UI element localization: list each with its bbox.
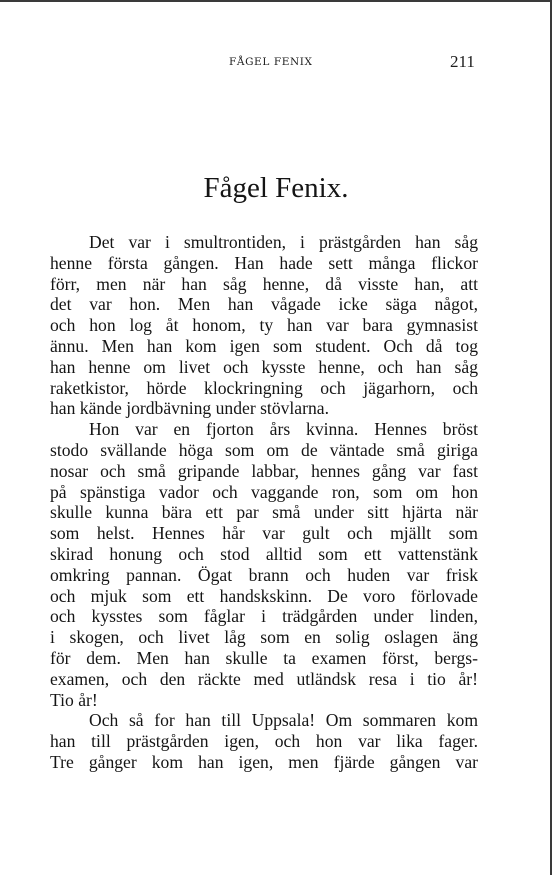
running-header-title: FÅGEL FENIX xyxy=(229,56,313,68)
text-line: Hon var en fjorton års kvinna. Hennes bröst xyxy=(89,419,478,440)
text-line: för dem. Men han skulle ta examen först, bergs- xyxy=(50,647,478,668)
text-line: Tio år! xyxy=(50,689,98,710)
text-line: omkring pannan. Ögat brann och huden var frisk xyxy=(50,564,478,585)
text-line: henne första gången. Han hade sett många flickor xyxy=(50,252,478,273)
text-line: i skogen, och livet låg som en solig oslagen äng xyxy=(50,627,478,648)
page-top-edge xyxy=(0,0,552,2)
text-line: skirad honung och stod alltid som ett vattenstänk xyxy=(50,543,478,564)
text-line: Det var i smultrontiden, i prästgården han såg xyxy=(89,232,478,252)
chapter-title: Fågel Fenix. xyxy=(203,172,349,204)
body-text xyxy=(50,232,478,773)
text-line: examen, och den räckte med utländsk resa i tio år! xyxy=(50,668,478,689)
text-line: han henne om livet och kysste henne, och han såg xyxy=(50,356,478,377)
text-line: stodo svällande höga som om de väntade små giriga xyxy=(50,439,478,460)
text-line: Tre gånger kom han igen, men fjärde gången var xyxy=(50,751,478,772)
text-line: han till prästgården igen, och hon var lika fager. xyxy=(50,731,478,752)
text-line: han kände jordbävning under stövlarna. xyxy=(50,398,329,419)
text-line: det var hon. Men han vågade icke säga något, xyxy=(50,294,478,315)
text-line: och mjuk som ett handskskinn. De voro förlovade xyxy=(50,585,478,606)
text-line: Och så for han till Uppsala! Om sommaren kom xyxy=(89,710,478,731)
text-line: och hon log åt honom, ty han var bara gymnasist xyxy=(50,315,478,336)
text-line: skulle kunna bära ett par små under sitt hjärta när xyxy=(50,502,478,523)
text-line: som helst. Hennes hår var gult och mjällt som xyxy=(50,523,478,544)
text-line: nosar och små gripande labbar, hennes gång var fast xyxy=(50,460,478,481)
text-line: ännu. Men han kom igen som student. Och då tog xyxy=(50,335,478,356)
text-line: och kysstes som fåglar i trädgården under linden, xyxy=(50,606,478,627)
text-line: förr, men när han såg henne, då visste han, att xyxy=(50,273,478,294)
text-line: raketkistor, hörde klockringning och jägarhorn, och xyxy=(50,377,478,398)
page-number: 211 xyxy=(450,52,475,71)
text-line: på spänstiga vador och vaggande ron, som om hon xyxy=(50,481,478,502)
